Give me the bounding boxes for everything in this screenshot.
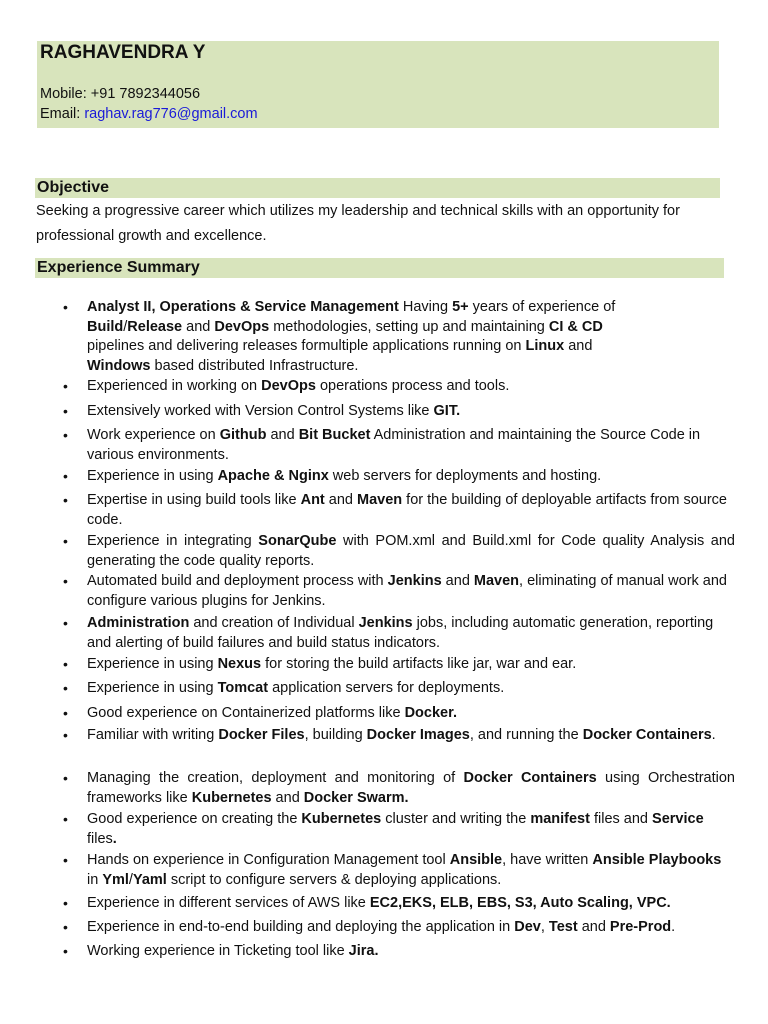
item-text: / (123, 318, 128, 335)
item-text: Administration and maintaining the Source Code in various environments. (87, 427, 701, 463)
item-text: . (671, 919, 676, 935)
item-text: and (182, 318, 215, 335)
item-text: Experienced in working on (87, 378, 262, 394)
item-text: and (577, 919, 610, 935)
bold-term: Maven (473, 573, 520, 589)
bold-term: Docker Containers (582, 727, 712, 743)
item-text: in (87, 871, 103, 888)
item-text: and (441, 573, 474, 589)
item-text: web servers for deployments and hosting. (328, 468, 602, 484)
item-text: Familiar with writing (87, 727, 219, 743)
item-text: / (128, 871, 133, 888)
bold-term: Dev (514, 919, 541, 935)
mobile-number: +91 7892344056 (90, 86, 201, 102)
item-text: operations process and tools. (315, 378, 510, 394)
bold-term: Kubernetes (301, 811, 382, 827)
bold-term: Maven (357, 492, 403, 508)
experience-heading: Experience Summary (35, 258, 724, 278)
item-text: methodologies, setting up and maintaining (269, 318, 549, 335)
experience-item (87, 942, 735, 962)
experience-item (87, 491, 735, 530)
bold-term: Jenkins (358, 615, 413, 631)
item-text: Experience in using (87, 656, 218, 672)
bold-term: Apache & Nginx (217, 468, 329, 484)
experience-item (87, 614, 735, 653)
email-link[interactable]: raghav.rag776@gmail.com (84, 106, 258, 122)
objective-text: Seeking a progressive career which utilizes my leadership and technical skills with an opportunity for professional growth and excellence. (36, 203, 680, 244)
bold-term: Analyst II, Operations & Service Management (87, 299, 399, 315)
bold-term: GIT. (433, 403, 461, 419)
bold-term: Yaml (132, 871, 167, 888)
item-text: Experience in using (87, 468, 218, 484)
bold-term: DevOps (214, 318, 270, 335)
item-text: and (266, 427, 299, 443)
candidate-name: RAGHAVENDRA Y (40, 42, 206, 63)
experience-item (87, 726, 735, 746)
experience-item (87, 918, 735, 938)
bold-term: Nexus (217, 656, 262, 672)
bold-term: SonarQube (258, 533, 337, 549)
item-text: Work experience on (87, 427, 220, 443)
experience-item (87, 679, 735, 699)
bold-term: Windows (87, 357, 151, 374)
experience-item (87, 655, 735, 675)
experience-item (87, 704, 735, 724)
bold-term: Build (87, 318, 124, 335)
item-text: and (271, 789, 304, 806)
bold-term: 5+ (452, 299, 469, 315)
bold-term: EC2,EKS, ELB, EBS, S3, Auto Scaling, VPC. (369, 895, 671, 911)
bold-term: Docker Images (366, 727, 470, 743)
bold-term: Tomcat (217, 680, 269, 696)
item-text: files and (589, 811, 653, 827)
bold-term: Administration (87, 615, 190, 631)
item-text: . (711, 727, 716, 743)
item-text: Experience in different services of AWS like (87, 895, 370, 911)
bold-term: Pre-Prod (609, 919, 672, 935)
item-text: Hands on experience in Configuration Management tool (87, 852, 450, 868)
experience-item (87, 532, 735, 571)
bold-term: Github (219, 427, 267, 443)
bold-term: Ansible Playbooks (592, 852, 722, 868)
item-text: Good experience on Containerized platforms like (87, 705, 405, 721)
item-text: jobs, including automatic generation, reporting and alerting of build failures and build status indicators. (87, 615, 714, 651)
bold-term: . (112, 830, 117, 847)
item-text: and creation of Individual (189, 615, 359, 631)
experience-item (87, 298, 735, 376)
item-text: Having (398, 299, 453, 315)
bold-term: CI & CD (548, 318, 603, 335)
bold-term: Service (652, 811, 704, 827)
header-box (37, 41, 719, 128)
item-text: Extensively worked with Version Control Systems like (87, 403, 434, 419)
item-text: based distributed Infrastructure. (150, 357, 359, 374)
item-text: for storing the build artifacts like jar, war and ear. (261, 656, 577, 672)
item-text: Managing the creation, deployment and monitoring of (87, 770, 464, 786)
mobile-line (40, 86, 200, 102)
objective-heading: Objective (35, 178, 720, 198)
bold-term: Bit Bucket (298, 427, 371, 443)
item-text: Experience in end-to-end building and deploying the application in (87, 919, 515, 935)
experience-item (87, 426, 735, 465)
bold-term: Jenkins (387, 573, 442, 589)
item-text: and (564, 338, 593, 354)
item-text: years of experience of (468, 299, 616, 315)
item-text: Working experience in Ticketing tool like (87, 943, 349, 959)
item-text: Expertise in using build tools like (87, 492, 301, 508)
item-text: script to configure servers & deploying applications. (166, 871, 502, 888)
bold-term: Jira. (348, 943, 379, 959)
experience-item (87, 572, 735, 611)
bold-term: Docker Containers (463, 770, 597, 786)
experience-item (87, 851, 735, 890)
item-text: Automated build and deployment process with (87, 573, 388, 589)
experience-item (87, 810, 735, 849)
bold-term: Ant (300, 492, 325, 508)
item-text: and (324, 492, 358, 508)
mobile-label: Mobile: (40, 86, 91, 102)
item-text: for the building of deployable artifacts from source code. (87, 492, 727, 528)
experience-item (87, 402, 735, 422)
item-text: using Orchestration frameworks like (87, 770, 735, 806)
item-text: Experience in using (87, 680, 218, 696)
bold-term: Linux (525, 338, 565, 354)
item-text: cluster and writing the (381, 811, 531, 827)
bold-term: Docker Files (218, 727, 305, 743)
bold-term: Kubernetes (191, 789, 272, 806)
item-text: , have written (502, 852, 593, 868)
item-text: files (87, 830, 113, 847)
item-text: pipelines and delivering releases formultiple applications running on (87, 338, 526, 354)
bold-term: Docker. (404, 705, 457, 721)
bold-term: Test (548, 919, 578, 935)
bold-term: DevOps (261, 378, 316, 394)
email-label: Email: (40, 106, 85, 122)
item-text: Good experience on creating the (87, 811, 302, 827)
bold-term: manifest (530, 811, 590, 827)
item-text: application servers for deployments. (268, 680, 505, 696)
item-text: , (540, 919, 549, 935)
bold-term: Docker Swarm. (303, 789, 409, 806)
experience-item (87, 467, 735, 487)
experience-item (87, 769, 735, 808)
item-text: , eliminating of manual work and configure various plugins for Jenkins. (87, 573, 727, 609)
item-text: Experience in integrating (87, 533, 259, 549)
item-text: , and running the (469, 727, 583, 743)
bold-term: Ansible (449, 852, 503, 868)
bold-term: Release (127, 318, 183, 335)
item-text: with POM.xml and Build.xml for Code quality Analysis and generating the code quality reports. (87, 533, 735, 569)
experience-item (87, 894, 735, 914)
experience-item (87, 377, 735, 397)
bold-term: Yml (102, 871, 129, 888)
email-line (40, 106, 258, 122)
item-text: , building (304, 727, 367, 743)
